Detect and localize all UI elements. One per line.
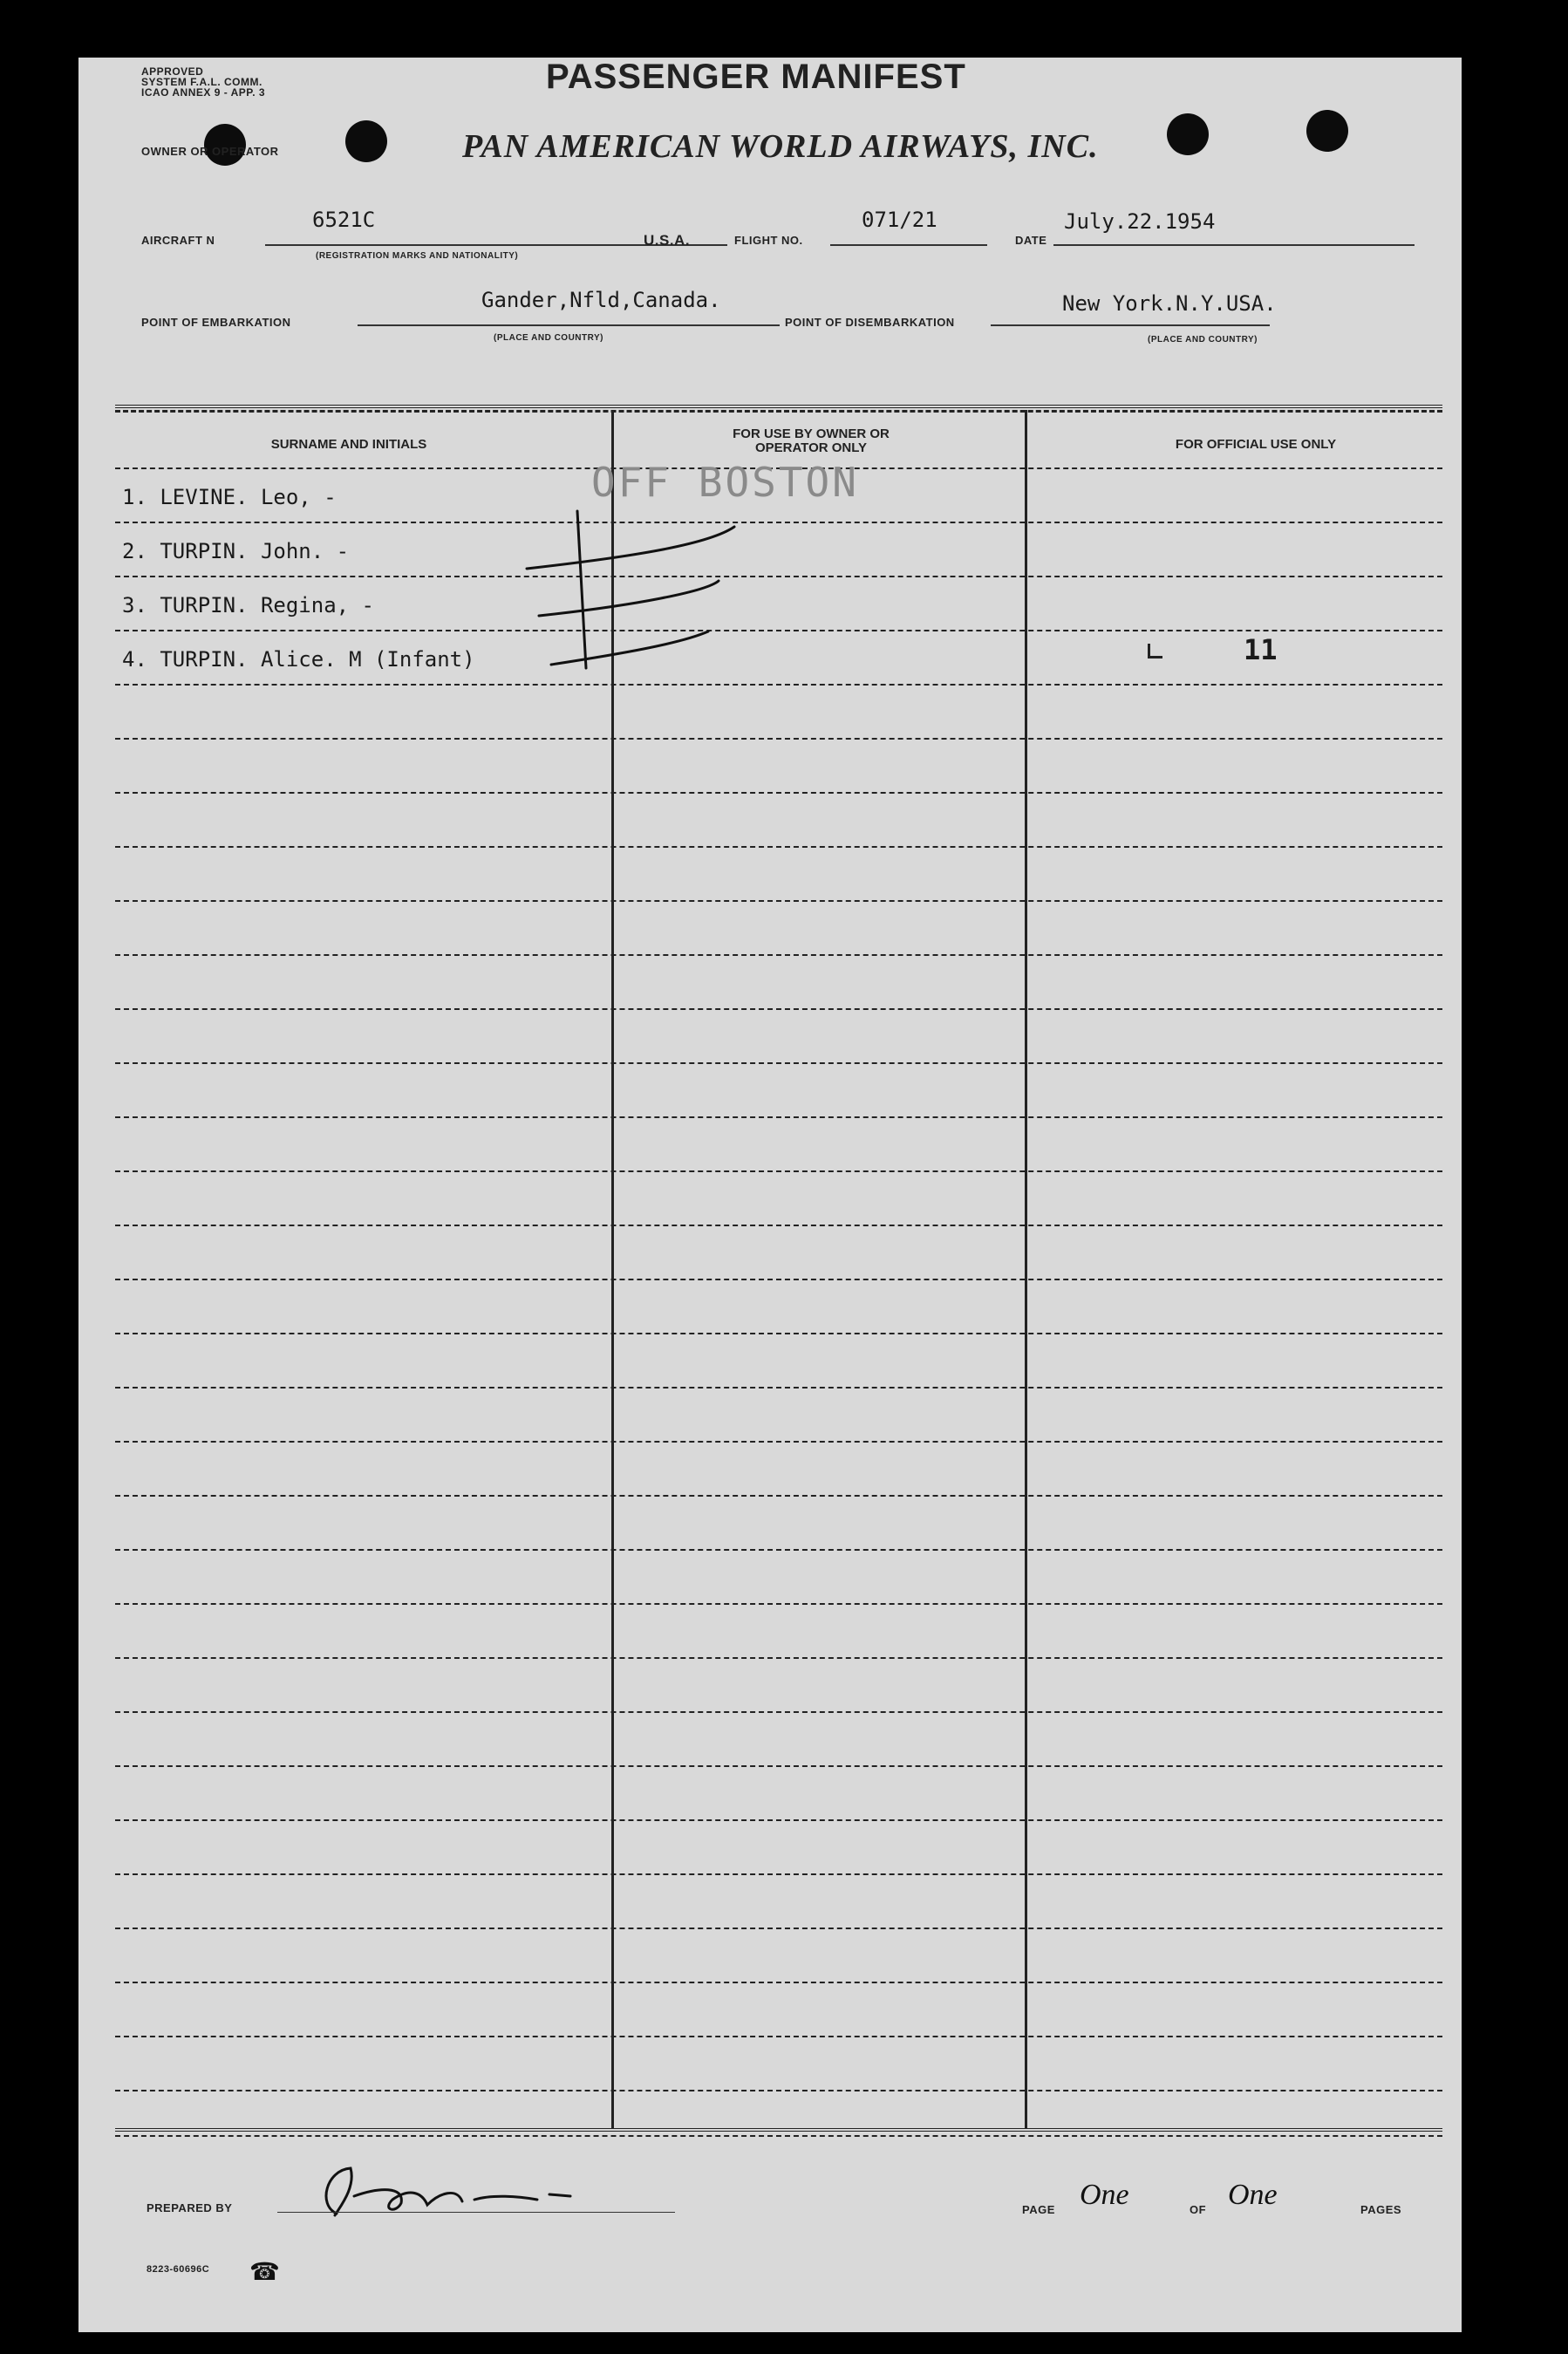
page-total: One — [1228, 2179, 1278, 2211]
column-header-names: SURNAME AND INITIALS — [270, 437, 427, 452]
table-row — [115, 1928, 1442, 1929]
table-row — [115, 2090, 1442, 2091]
aircraft-number: 6521C — [312, 208, 376, 232]
telephone-icon: ☎ — [249, 2258, 280, 2285]
column-header-official: FOR OFFICIAL USE ONLY — [1175, 437, 1337, 452]
table-row — [115, 1657, 1442, 1659]
owner-label: OWNER OR OPERATOR — [141, 145, 279, 158]
footer-code: 8223-60696C — [147, 2264, 210, 2275]
column-header-owner: FOR USE BY OWNER OR OPERATOR ONLY — [733, 426, 890, 455]
table-row — [115, 1333, 1442, 1334]
disembarkation-label: POINT OF DISEMBARKATION — [785, 316, 955, 329]
page-number: One — [1080, 2179, 1129, 2211]
passenger-entry: 3. TURPIN. Regina, - — [122, 593, 374, 617]
table-row — [115, 1279, 1442, 1280]
disembarkation-place: New York.N.Y.USA. — [1062, 291, 1277, 316]
official-note: 11 — [1244, 633, 1278, 666]
date-label: DATE — [1015, 234, 1047, 247]
off-boston-stamp: OFF BOSTON — [591, 459, 859, 506]
table-row — [115, 1603, 1442, 1605]
table-row — [115, 2036, 1442, 2037]
table-row — [115, 1819, 1442, 1821]
manifest-sheet — [78, 58, 1462, 2332]
operator-name: PAN AMERICAN WORLD AIRWAYS, INC. — [462, 128, 1099, 165]
table-row — [115, 1387, 1442, 1389]
flight-number: 071/21 — [862, 208, 937, 232]
table-row — [115, 1549, 1442, 1551]
prepared-label: PREPARED BY — [147, 2201, 233, 2214]
usa-label: U.S.A. — [644, 232, 691, 249]
flight-date: July.22.1954 — [1064, 209, 1216, 234]
disembarkation-caption: (PLACE AND COUNTRY) — [1148, 335, 1258, 345]
table-row — [115, 1170, 1442, 1172]
preparer-signature — [309, 2161, 597, 2222]
table-row — [115, 1225, 1442, 1226]
of-label: OF — [1190, 2203, 1207, 2216]
table-row — [115, 1441, 1442, 1443]
table-row — [115, 1873, 1442, 1875]
page-label: PAGE — [1022, 2203, 1055, 2216]
table-row — [115, 1116, 1442, 1118]
table-row — [115, 1711, 1442, 1713]
form-code: APPROVED SYSTEM F.A.L. COMM. ICAO ANNEX 9 - APP. 3 — [141, 65, 266, 99]
official-mark — [1148, 644, 1162, 658]
passenger-entry: 2. TURPIN. John. - — [122, 539, 350, 563]
form-title: PASSENGER MANIFEST — [546, 58, 966, 96]
embarkation-label: POINT OF EMBARKATION — [141, 316, 291, 329]
handwritten-marks — [78, 58, 1462, 1104]
aircraft-label: AIRCRAFT N — [141, 234, 215, 247]
pages-label: PAGES — [1360, 2203, 1402, 2216]
registration-caption: (REGISTRATION MARKS AND NATIONALITY) — [316, 251, 519, 261]
table-row — [115, 1982, 1442, 1983]
table-row — [115, 1765, 1442, 1767]
passenger-entry: 4. TURPIN. Alice. M (Infant) — [122, 647, 475, 672]
embarkation-caption: (PLACE AND COUNTRY) — [494, 333, 603, 343]
table-row — [115, 1495, 1442, 1497]
passenger-entry: 1. LEVINE. Leo, - — [122, 485, 337, 509]
embarkation-place: Gander,Nfld,Canada. — [481, 288, 721, 312]
flight-label: FLIGHT NO. — [734, 234, 803, 247]
